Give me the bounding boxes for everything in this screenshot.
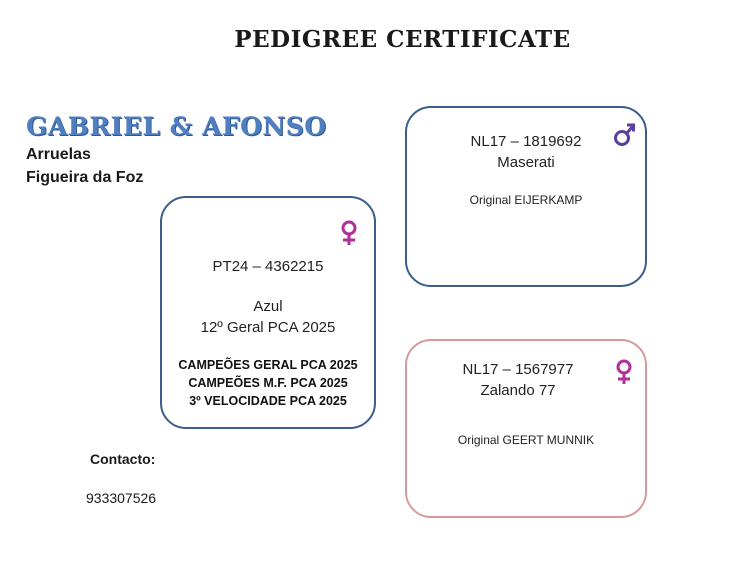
contact-phone: 933307526: [86, 490, 157, 506]
dam-card: [405, 339, 647, 518]
dam-name: Zalando 77: [480, 382, 556, 399]
sire-name: Maserati: [497, 154, 555, 171]
sire-ring: NL17 – 1819692: [470, 133, 582, 150]
main-bird-awards: [162, 356, 374, 410]
dam-ring: NL17 – 1567977: [462, 361, 574, 378]
sire-card: [405, 106, 647, 287]
main-bird-ring: PT24 – 4362215: [212, 258, 324, 275]
contact-label: Contacto:: [90, 451, 156, 467]
sire-origin: Original EIJERKAMP: [469, 193, 583, 207]
main-bird-card: [160, 196, 376, 429]
dam-origin: Original GEERT MUNNIK: [457, 433, 595, 447]
location-line-2: Figueira da Foz: [26, 169, 144, 186]
female-symbol-icon: [338, 220, 360, 246]
owner-name: GABRIEL & AFONSO: [26, 112, 327, 141]
award-line: CAMPEÕES M.F. PCA 2025: [188, 376, 348, 390]
main-bird-name: Azul: [253, 298, 283, 315]
main-bird-result: 12º Geral PCA 2025: [200, 319, 336, 336]
page-title: PEDIGREE CERTIFICATE: [234, 26, 571, 53]
location-line-1: Arruelas: [26, 146, 91, 163]
award-line: CAMPEÕES GERAL PCA 2025: [178, 358, 358, 372]
award-line: 3º VELOCIDADE PCA 2025: [189, 394, 347, 408]
